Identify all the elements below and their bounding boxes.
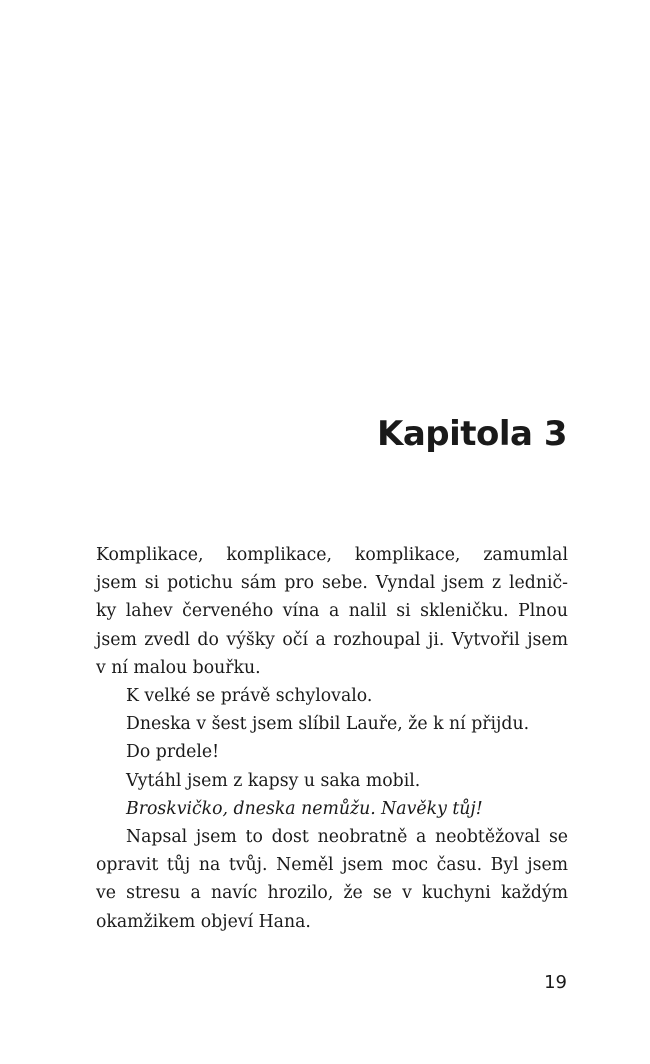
text-line: Do prdele! — [126, 742, 220, 763]
text-line: Dneska v šest jsem slíbil Lauře, že k ní přijdu. — [126, 714, 530, 735]
paragraph-3 — [96, 710, 568, 738]
paragraph-4 — [96, 738, 568, 766]
text-line: jsem si potichu sám pro sebe. Vyndal jsem z lednič- — [96, 573, 569, 594]
paragraph-6-sms — [96, 795, 568, 823]
chapter-body — [96, 541, 568, 936]
text-line: Vytáhl jsem z kapsy u saka mobil. — [126, 770, 421, 791]
paragraph-2 — [96, 682, 568, 710]
paragraph-1 — [96, 541, 568, 682]
text-line: ky lahev červeného vína a nalil si skleničku. Plnou — [96, 601, 568, 622]
text-line: jsem zvedl do výšky očí a rozhoupal ji. Vytvořil jsem — [96, 629, 569, 650]
text-line: ve stresu a navíc hrozilo, že se v kuchyni každým — [96, 883, 569, 904]
text-line: v ní malou bouřku. — [96, 657, 261, 678]
sms-message-text: Broskvičko, dneska nemůžu. Navěky tůj! — [126, 798, 483, 819]
text-line: Komplikace, komplikace, komplikace, zamumlal — [96, 545, 568, 565]
text-line: K velké se právě schylovalo. — [126, 686, 373, 707]
text-line: opravit tůj na tvůj. Neměl jsem moc času. Byl jsem — [96, 855, 569, 876]
page-number: 19 — [544, 972, 567, 993]
paragraph-7 — [96, 823, 568, 936]
text-line: Napsal jsem to dost neobratně a neobtěžoval se — [126, 827, 569, 848]
text-line: okamžikem objeví Hana. — [96, 911, 311, 932]
chapter-title: Kapitola 3 — [377, 414, 567, 454]
paragraph-5 — [96, 767, 568, 795]
